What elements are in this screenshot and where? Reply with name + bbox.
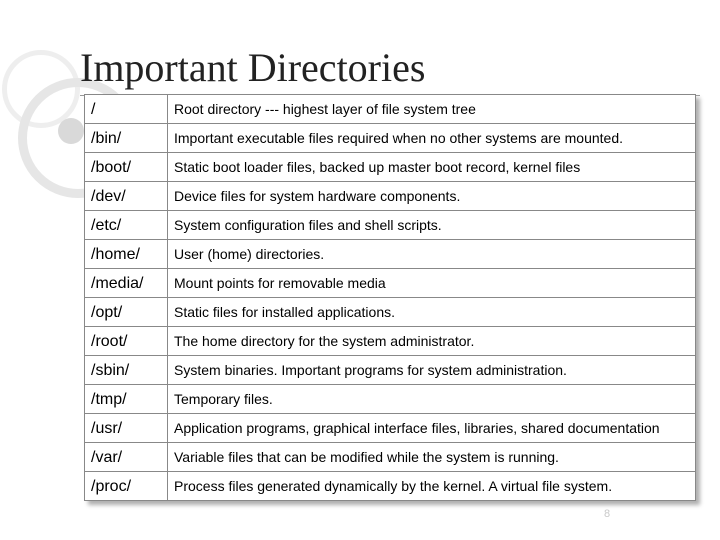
directory-path: /tmp/ — [85, 385, 168, 414]
directory-path: /sbin/ — [85, 356, 168, 385]
table-row — [85, 269, 696, 298]
directory-path: /home/ — [85, 240, 168, 269]
directory-path: / — [85, 95, 168, 124]
directory-description: Process files generated dynamically by the kernel. A virtual file system. — [168, 472, 696, 501]
directory-description: Temporary files. — [168, 385, 696, 414]
table-row — [85, 356, 696, 385]
directory-description: Variable files that can be modified while the system is running. — [168, 443, 696, 472]
directory-path: /etc/ — [85, 211, 168, 240]
directory-path: /boot/ — [85, 153, 168, 182]
directory-description: Application programs, graphical interface files, libraries, shared documentation — [168, 414, 696, 443]
directories-table-body — [85, 95, 696, 501]
directories-table — [84, 94, 696, 501]
directory-path: /media/ — [85, 269, 168, 298]
directory-description: System binaries. Important programs for system administration. — [168, 356, 696, 385]
table-row — [85, 240, 696, 269]
directory-path: /var/ — [85, 443, 168, 472]
directory-description: System configuration files and shell scripts. — [168, 211, 696, 240]
directory-path: /proc/ — [85, 472, 168, 501]
directory-description: User (home) directories. — [168, 240, 696, 269]
directory-path: /usr/ — [85, 414, 168, 443]
table-row — [85, 385, 696, 414]
directory-description: Important executable files required when no other systems are mounted. — [168, 124, 696, 153]
directory-path: /bin/ — [85, 124, 168, 153]
directory-description: Static boot loader files, backed up master boot record, kernel files — [168, 153, 696, 182]
directory-description: The home directory for the system administrator. — [168, 327, 696, 356]
directory-path: /opt/ — [85, 298, 168, 327]
table-row — [85, 327, 696, 356]
table-row — [85, 443, 696, 472]
directory-description: Mount points for removable media — [168, 269, 696, 298]
table-row — [85, 211, 696, 240]
directory-description: Device files for system hardware components. — [168, 182, 696, 211]
table-row — [85, 95, 696, 124]
table-row — [85, 182, 696, 211]
table-row — [85, 298, 696, 327]
directory-path: /root/ — [85, 327, 168, 356]
directory-description: Static files for installed applications. — [168, 298, 696, 327]
table-row — [85, 414, 696, 443]
table-row — [85, 124, 696, 153]
table-row — [85, 472, 696, 501]
slide-title: Important Directories — [80, 45, 426, 90]
decorative-dot — [58, 118, 84, 144]
directory-description: Root directory --- highest layer of file system tree — [168, 95, 696, 124]
directory-path: /dev/ — [85, 182, 168, 211]
table-row — [85, 153, 696, 182]
page-number: 8 — [604, 508, 611, 520]
